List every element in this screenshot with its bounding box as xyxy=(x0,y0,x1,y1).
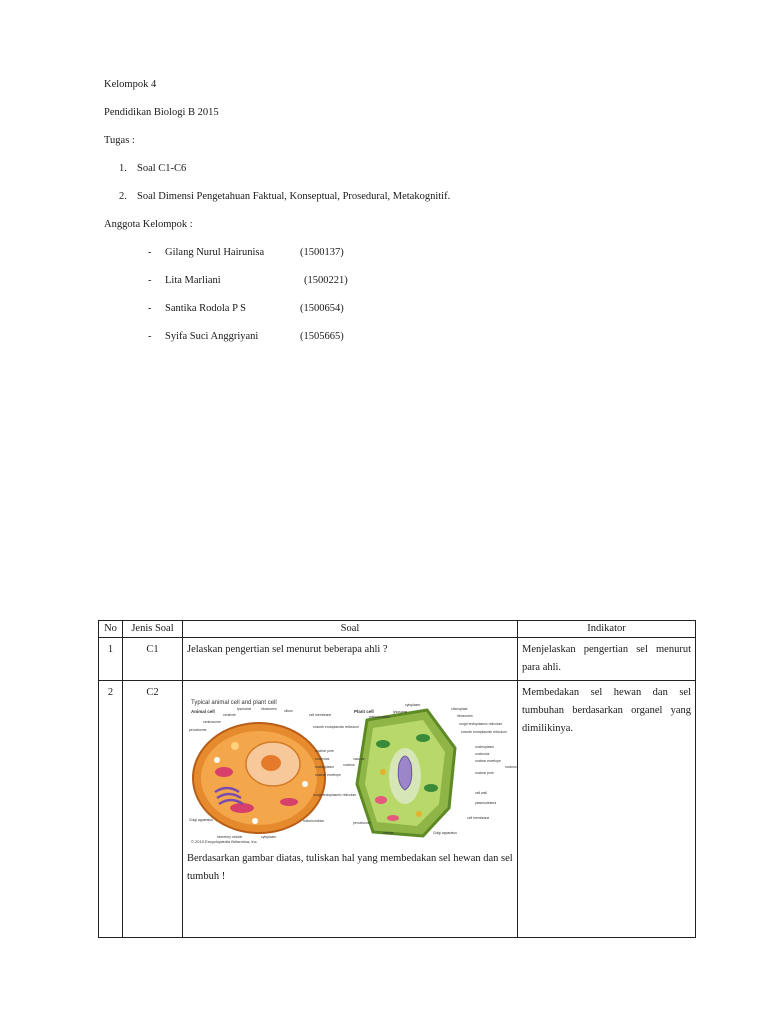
callout-label: nucleoplasm xyxy=(475,745,495,749)
plant-cell-label: Plant cell xyxy=(354,709,374,714)
callout-label: nuclear pore xyxy=(315,749,334,753)
animal-cell-drawing xyxy=(193,723,325,833)
callout-label: nucleoplasm xyxy=(315,765,335,769)
header-question: Soal xyxy=(183,621,518,638)
member-name: Gilang Nurul Hairunisa xyxy=(165,247,265,258)
table-row xyxy=(99,681,696,938)
callout-label: cell membrane xyxy=(309,713,332,717)
row-question-cell xyxy=(183,681,518,938)
callout-label: cytoplasm xyxy=(405,703,421,707)
callout-label: smooth endoplasmic reticulum xyxy=(313,725,359,729)
question-table xyxy=(98,620,696,938)
figure-copyright: © 2010 Encyclopædia Britannica, Inc. xyxy=(191,839,258,844)
member-name: Santika Rodola P S xyxy=(165,303,246,314)
animal-cell-label: Animal cell xyxy=(191,709,215,714)
task-label: Tugas : xyxy=(104,135,135,146)
header-type: Jenis Soal xyxy=(123,621,183,638)
table-header-row xyxy=(99,621,696,638)
task-number: 2. xyxy=(119,191,127,202)
cell-diagram-svg xyxy=(187,688,517,846)
callout-label: vesicle xyxy=(383,831,394,835)
callout-label: cilium xyxy=(284,709,293,713)
callout-label: smooth endoplasmic reticulum xyxy=(461,730,507,734)
task-number: 1. xyxy=(119,163,127,174)
callout-label: cell wall xyxy=(475,791,487,795)
row-no: 1 xyxy=(99,638,123,681)
task-text: Soal C1-C6 xyxy=(137,163,187,174)
program-name: Pendidikan Biologi B 2015 xyxy=(104,107,219,118)
cell-diagram xyxy=(187,688,517,846)
callout-label: rough endoplasmic reticulum xyxy=(313,793,357,797)
callout-label: cell membrane xyxy=(467,816,490,820)
header-no: No xyxy=(99,621,123,638)
callout-label: mitochondrion xyxy=(369,715,391,719)
callout-label: secretory vesicle xyxy=(217,835,243,839)
callout-label: lysosome xyxy=(237,707,252,711)
member-dash: - xyxy=(148,331,152,342)
row-indicator: Membedakan sel hewan dan sel tumbuhan berdasarkan organel yang dimilikinya. xyxy=(518,681,696,938)
member-name: Lita Marliani xyxy=(165,275,221,286)
table-row xyxy=(99,638,696,681)
members-label: Anggota Kelompok : xyxy=(104,219,193,230)
row-indicator: Menjelaskan pengertian sel menurut para ahli. xyxy=(518,638,696,681)
group-name: Kelompok 4 xyxy=(104,79,157,90)
callout-label: Golgi apparatus xyxy=(433,831,457,835)
member-row xyxy=(148,275,348,286)
row-type: C2 xyxy=(123,681,183,938)
row-question: Jelaskan pengertian sel menurut beberapa ahli ? xyxy=(183,638,518,681)
callout-label: plasmodesma xyxy=(475,801,497,805)
callout-label: nucleus xyxy=(343,763,355,767)
callout-label: centriole xyxy=(223,713,236,717)
callout-label: ribosomes xyxy=(457,714,473,718)
member-row xyxy=(148,331,344,342)
callout-label: nuclear envelope xyxy=(315,773,341,777)
row-type: C1 xyxy=(123,638,183,681)
member-id: (1500221) xyxy=(304,275,348,286)
callout-label: vacuole xyxy=(353,757,365,761)
row-no: 2 xyxy=(99,681,123,938)
callout-label: cytoplasm xyxy=(261,835,277,839)
task-text: Soal Dimensi Pengetahuan Faktual, Konseptual, Prosedural, Metakognitif. xyxy=(137,191,451,202)
callout-label: centrosome xyxy=(203,720,221,724)
callout-label: nuclear pore xyxy=(475,771,494,775)
member-dash: - xyxy=(148,247,152,258)
callout-label: peroxisome xyxy=(189,728,207,732)
callout-label: peroxisome xyxy=(353,821,371,825)
member-name: Syifa Suci Anggriyani xyxy=(165,331,259,342)
callout-label: nuclear envelope xyxy=(475,759,501,763)
task-item xyxy=(119,191,451,202)
task-item xyxy=(119,163,187,174)
callout-label: mitochondrion xyxy=(303,819,325,823)
header-indicator: Indikator xyxy=(518,621,696,638)
member-id: (1500654) xyxy=(300,303,344,314)
member-dash: - xyxy=(148,275,152,286)
callout-label: Golgi apparatus xyxy=(189,818,213,822)
callout-label: nucleolus xyxy=(475,752,490,756)
member-row xyxy=(148,303,344,314)
member-id: (1500137) xyxy=(300,247,344,258)
callout-label: nucleolus xyxy=(315,757,330,761)
callout-label: rough endoplasmic reticulum xyxy=(459,722,503,726)
figure-title: Typical animal cell and plant cell xyxy=(191,700,277,706)
callout-label: ribosomes xyxy=(261,707,277,711)
member-id: (1505665) xyxy=(300,331,344,342)
plant-cell-drawing xyxy=(357,710,455,836)
callout-label: lysosome xyxy=(393,710,408,714)
callout-label: nucleus xyxy=(505,765,517,769)
row-question: Berdasarkan gambar diatas, tuliskan hal yang membedakan sel hewan dan sel tumbuh ! xyxy=(187,853,513,882)
member-dash: - xyxy=(148,303,152,314)
callout-label: chloroplast xyxy=(451,707,468,711)
member-row xyxy=(148,247,344,258)
